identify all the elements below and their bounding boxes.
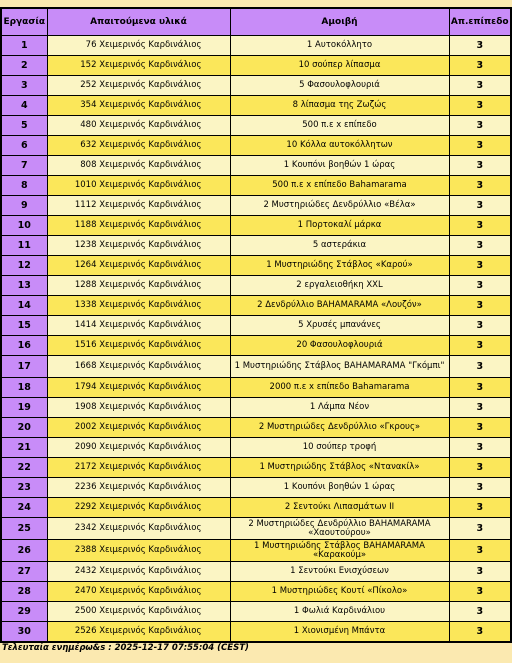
header-task: Εργασία: [1, 8, 47, 36]
reward-cell: 5 Φασουλοφλουριά: [230, 76, 449, 96]
materials-cell: 252 Χειμερινός Καρδινάλιος: [47, 76, 230, 96]
level-cell: 3: [449, 216, 511, 236]
table-body: [1, 36, 511, 643]
task-number-cell: 27: [1, 562, 47, 582]
materials-cell: 2172 Χειμερινός Καρδινάλιος: [47, 458, 230, 478]
materials-cell: 1668 Χειμερινός Καρδινάλιος: [47, 356, 230, 378]
task-number-cell: 11: [1, 236, 47, 256]
reward-cell: 5 Χρυσές μπανάνες: [230, 316, 449, 336]
level-cell: 3: [449, 582, 511, 602]
table-row: [1, 478, 511, 498]
table-row: [1, 622, 511, 643]
reward-cell: 1 Μυστηριώδες Κουτί «Πίκολο»: [230, 582, 449, 602]
level-cell: 3: [449, 56, 511, 76]
reward-cell: 2 Σεντούκι Λιπασμάτων II: [230, 498, 449, 518]
table-row: [1, 216, 511, 236]
level-cell: 3: [449, 276, 511, 296]
task-number-cell: 23: [1, 478, 47, 498]
materials-cell: 2500 Χειμερινός Καρδινάλιος: [47, 602, 230, 622]
level-cell: 3: [449, 256, 511, 276]
table-row: [1, 256, 511, 276]
materials-cell: 76 Χειμερινός Καρδινάλιος: [47, 36, 230, 56]
task-number-cell: 7: [1, 156, 47, 176]
reward-cell: 1 Λάμπα Νέον: [230, 398, 449, 418]
table-row: [1, 76, 511, 96]
table-row: [1, 296, 511, 316]
materials-cell: 2090 Χειμερινός Καρδινάλιος: [47, 438, 230, 458]
last-update-text: Τελευταία ενημέρω&s : 2025-12-17 07:55:04 (CEST): [2, 643, 249, 653]
reward-cell: 8 λίπασμα της Ζωζώς: [230, 96, 449, 116]
materials-cell: 1288 Χειμερινός Καρδινάλιος: [47, 276, 230, 296]
task-number-cell: 22: [1, 458, 47, 478]
level-cell: 3: [449, 156, 511, 176]
table-row: [1, 518, 511, 540]
level-cell: 3: [449, 498, 511, 518]
materials-cell: 2388 Χειμερινός Καρδινάλιος: [47, 540, 230, 562]
header-row: [1, 8, 511, 36]
reward-cell: 1 Μυστηριώδης Στάβλος «Ντανακίλ»: [230, 458, 449, 478]
level-cell: 3: [449, 356, 511, 378]
reward-cell: 2 Μυστηριώδες Δενδρύλλιο «Γκρους»: [230, 418, 449, 438]
reward-cell: 2000 π.ε x επίπεδο Bahamarama: [230, 378, 449, 398]
materials-cell: 1238 Χειμερινός Καρδινάλιος: [47, 236, 230, 256]
task-number-cell: 15: [1, 316, 47, 336]
header-reward: Αμοιβή: [230, 8, 449, 36]
materials-cell: 1112 Χειμερινός Καρδινάλιος: [47, 196, 230, 216]
materials-cell: 1264 Χειμερινός Καρδινάλιος: [47, 256, 230, 276]
reward-cell: 10 Κόλλα αυτοκόλλητων: [230, 136, 449, 156]
reward-cell: 1 Σεντούκι Ενισχύσεων: [230, 562, 449, 582]
reward-cell: 1 Χιονισμένη Μπάντα: [230, 622, 449, 643]
level-cell: 3: [449, 602, 511, 622]
task-number-cell: 1: [1, 36, 47, 56]
materials-cell: 808 Χειμερινός Καρδινάλιος: [47, 156, 230, 176]
reward-cell: 2 εργαλειοθήκη XXL: [230, 276, 449, 296]
level-cell: 3: [449, 196, 511, 216]
reward-cell: 1 Κουπόνι βοηθών 1 ώρας: [230, 156, 449, 176]
materials-cell: 2002 Χειμερινός Καρδινάλιος: [47, 418, 230, 438]
header-level: Απ.επίπεδο: [449, 8, 511, 36]
materials-cell: 2432 Χειμερινός Καρδινάλιος: [47, 562, 230, 582]
reward-cell: 1 Πορτοκαλί μάρκα: [230, 216, 449, 236]
reward-cell: 500 π.ε x επίπεδο Bahamarama: [230, 176, 449, 196]
materials-cell: 1794 Χειμερινός Καρδινάλιος: [47, 378, 230, 398]
reward-cell: 2 Μυστηριώδες Δενδρύλλιο «Βέλα»: [230, 196, 449, 216]
level-cell: 3: [449, 540, 511, 562]
reward-cell: 2 Μυστηριώδες Δενδρύλλιο BAHAMARAMA «Χαουτούρου»: [230, 518, 449, 540]
level-cell: 3: [449, 562, 511, 582]
table-row: [1, 602, 511, 622]
task-number-cell: 25: [1, 518, 47, 540]
header-materials: Απαιτούμενα υλικά: [47, 8, 230, 36]
table-row: [1, 116, 511, 136]
materials-cell: 1010 Χειμερινός Καρδινάλιος: [47, 176, 230, 196]
task-number-cell: 21: [1, 438, 47, 458]
level-cell: 3: [449, 518, 511, 540]
table-row: [1, 582, 511, 602]
table-row: [1, 176, 511, 196]
tasks-table: [0, 7, 512, 643]
task-number-cell: 14: [1, 296, 47, 316]
task-number-cell: 13: [1, 276, 47, 296]
task-number-cell: 12: [1, 256, 47, 276]
materials-cell: 2470 Χειμερινός Καρδινάλιος: [47, 582, 230, 602]
materials-cell: 2292 Χειμερινός Καρδινάλιος: [47, 498, 230, 518]
table-row: [1, 356, 511, 378]
task-number-cell: 4: [1, 96, 47, 116]
task-number-cell: 17: [1, 356, 47, 378]
task-number-cell: 26: [1, 540, 47, 562]
table-row: [1, 156, 511, 176]
table-row: [1, 378, 511, 398]
table-row: [1, 418, 511, 438]
task-number-cell: 3: [1, 76, 47, 96]
materials-cell: 1188 Χειμερινός Καρδινάλιος: [47, 216, 230, 236]
table-row: [1, 96, 511, 116]
materials-cell: 1338 Χειμερινός Καρδινάλιος: [47, 296, 230, 316]
task-number-cell: 28: [1, 582, 47, 602]
task-number-cell: 30: [1, 622, 47, 643]
reward-cell: 1 Μυστηριώδης Στάβλος BAHAMARAMA "Γκόμπι": [230, 356, 449, 378]
table-row: [1, 438, 511, 458]
task-number-cell: 5: [1, 116, 47, 136]
materials-cell: 354 Χειμερινός Καρδινάλιος: [47, 96, 230, 116]
table-row: [1, 56, 511, 76]
task-number-cell: 9: [1, 196, 47, 216]
task-number-cell: 8: [1, 176, 47, 196]
task-number-cell: 10: [1, 216, 47, 236]
level-cell: 3: [449, 36, 511, 56]
table-row: [1, 136, 511, 156]
level-cell: 3: [449, 136, 511, 156]
table-row: [1, 36, 511, 56]
table-row: [1, 196, 511, 216]
materials-cell: 2236 Χειμερινός Καρδινάλιος: [47, 478, 230, 498]
materials-cell: 1414 Χειμερινός Καρδινάλιος: [47, 316, 230, 336]
task-number-cell: 18: [1, 378, 47, 398]
level-cell: 3: [449, 622, 511, 643]
table-row: [1, 498, 511, 518]
task-number-cell: 6: [1, 136, 47, 156]
level-cell: 3: [449, 76, 511, 96]
materials-cell: 632 Χειμερινός Καρδινάλιος: [47, 136, 230, 156]
level-cell: 3: [449, 418, 511, 438]
level-cell: 3: [449, 236, 511, 256]
level-cell: 3: [449, 176, 511, 196]
reward-cell: 1 Μυστηριώδης Στάβλος BAHAMARAMA «Καρακούμ»: [230, 540, 449, 562]
reward-cell: 10 σούπερ τροφή: [230, 438, 449, 458]
level-cell: 3: [449, 438, 511, 458]
reward-cell: 1 Αυτοκόλλητο: [230, 36, 449, 56]
reward-cell: 1 Μυστηριώδης Στάβλος «Καρού»: [230, 256, 449, 276]
level-cell: 3: [449, 478, 511, 498]
materials-cell: 480 Χειμερινός Καρδινάλιος: [47, 116, 230, 136]
materials-cell: 152 Χειμερινός Καρδινάλιος: [47, 56, 230, 76]
task-number-cell: 19: [1, 398, 47, 418]
level-cell: 3: [449, 336, 511, 356]
task-number-cell: 20: [1, 418, 47, 438]
task-number-cell: 29: [1, 602, 47, 622]
table-row: [1, 336, 511, 356]
table-row: [1, 540, 511, 562]
reward-cell: 10 σούπερ λίπασμα: [230, 56, 449, 76]
reward-cell: 5 αστεράκια: [230, 236, 449, 256]
level-cell: 3: [449, 378, 511, 398]
reward-cell: 500 π.ε x επίπεδο: [230, 116, 449, 136]
reward-cell: 20 Φασουλοφλουριά: [230, 336, 449, 356]
materials-cell: 2526 Χειμερινός Καρδινάλιος: [47, 622, 230, 643]
reward-cell: 1 Φωλιά Καρδινάλιου: [230, 602, 449, 622]
table-row: [1, 316, 511, 336]
reward-cell: 1 Κουπόνι βοηθών 1 ώρας: [230, 478, 449, 498]
materials-cell: 2342 Χειμερινός Καρδινάλιος: [47, 518, 230, 540]
reward-cell: 2 Δενδρύλλιο BAHAMARAMA «Λουζόν»: [230, 296, 449, 316]
table-row: [1, 276, 511, 296]
materials-cell: 1908 Χειμερινός Καρδινάλιος: [47, 398, 230, 418]
materials-cell: 1516 Χειμερινός Καρδινάλιος: [47, 336, 230, 356]
level-cell: 3: [449, 316, 511, 336]
level-cell: 3: [449, 458, 511, 478]
task-number-cell: 2: [1, 56, 47, 76]
level-cell: 3: [449, 296, 511, 316]
task-number-cell: 24: [1, 498, 47, 518]
level-cell: 3: [449, 398, 511, 418]
table-row: [1, 562, 511, 582]
table-row: [1, 236, 511, 256]
level-cell: 3: [449, 96, 511, 116]
table-row: [1, 458, 511, 478]
task-number-cell: 16: [1, 336, 47, 356]
level-cell: 3: [449, 116, 511, 136]
table-row: [1, 398, 511, 418]
